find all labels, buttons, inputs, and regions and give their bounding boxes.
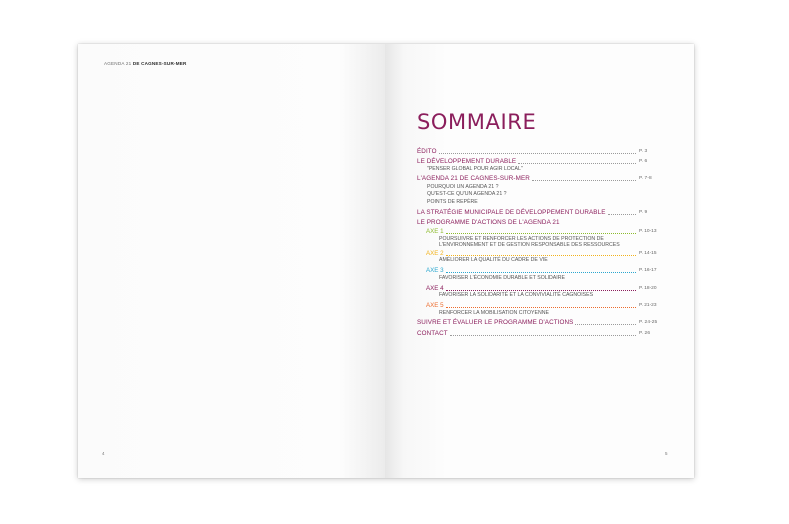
toc-entry-contact[interactable] — [417, 330, 667, 338]
toc-subentry: POINTS DE REPÈRE — [427, 199, 478, 206]
page-number-right: 5 — [665, 451, 668, 456]
toc-subentry: "PENSER GLOBAL POUR AGIR LOCAL" — [427, 165, 523, 172]
axe-label: AXE 2 — [426, 249, 444, 257]
axe-description: FAVORISER LA SOLIDARITÉ ET LA CONVIVIALITÉ CAGNOISES — [439, 292, 594, 299]
running-head-prefix: AGENDA 21 — [104, 61, 132, 66]
right-page — [385, 44, 694, 478]
toc-entry-axe-5[interactable] — [417, 302, 667, 310]
toc-entry-label: LA STRATÉGIE MUNICIPALE DE DÉVELOPPEMENT DURABLE — [417, 208, 606, 216]
brochure-spread — [78, 44, 694, 478]
toc-page-ref: P. 21-23 — [639, 303, 657, 309]
toc-entry-label: SUIVRE ET ÉVALUER LE PROGRAMME D'ACTIONS — [417, 318, 574, 326]
toc-entry-strategie[interactable] — [417, 209, 667, 217]
toc-page-ref: P. 14-15 — [639, 250, 657, 256]
dot-leader — [532, 180, 636, 181]
left-page — [78, 44, 385, 478]
running-head-place: DE CAGNES-SUR-MER — [132, 61, 187, 66]
toc-entry-developpement-durable[interactable] — [417, 158, 667, 166]
axe-description: L'ENVIRONNEMENT ET DE GESTION RESPONSABLE DES RESSOURCES — [439, 241, 620, 248]
dot-leader — [518, 163, 636, 164]
axe-label: AXE 5 — [426, 302, 444, 310]
toc-entry-axe-3[interactable] — [417, 267, 667, 275]
dot-leader — [439, 153, 636, 154]
toc-entry-agenda-21[interactable] — [417, 175, 667, 183]
toc-page-ref: P. 6 — [639, 159, 648, 165]
toc-entry-axe-1[interactable] — [417, 228, 667, 236]
toc-page-ref: P. 18-20 — [639, 285, 657, 291]
toc-entry-label: CONTACT — [417, 330, 448, 338]
dot-leader — [446, 272, 636, 273]
table-of-contents — [417, 148, 667, 338]
axe-label: AXE 1 — [426, 228, 444, 236]
toc-subentry: POURQUOI UN AGENDA 21 ? — [427, 183, 499, 190]
toc-entry-programme[interactable] — [417, 219, 667, 227]
toc-page-ref: P. 10-13 — [639, 229, 657, 235]
toc-title: SOMMAIRE — [417, 110, 537, 134]
axe-description: FAVORISER L'ÉCONOMIE DURABLE ET SOLIDAIRE — [439, 274, 565, 281]
axe-description: POURSUIVRE ET RENFORCER LES ACTIONS DE PROTECTION DE — [439, 235, 604, 242]
toc-entry-label: LE DÉVELOPPEMENT DURABLE — [417, 158, 517, 166]
axe-label: AXE 3 — [426, 267, 444, 275]
dot-leader — [446, 290, 636, 291]
toc-entry-label: ÉDITO — [417, 148, 437, 155]
dot-leader — [608, 214, 636, 215]
page-number-left: 4 — [102, 451, 105, 456]
dot-leader — [450, 335, 636, 336]
toc-page-ref: P. 16-17 — [639, 268, 657, 274]
dot-leader — [575, 324, 636, 325]
toc-page-ref: P. 24-25 — [639, 319, 658, 325]
toc-page-ref: P. 9 — [639, 209, 648, 215]
axe-description: RENFORCER LA MOBILISATION CITOYENNE — [439, 309, 549, 316]
axe-description: AMÉLIORER LA QUALITÉ DU CADRE DE VIE — [439, 257, 548, 264]
axe-label: AXE 4 — [426, 284, 444, 292]
dot-leader — [446, 255, 636, 256]
toc-entry-label: LE PROGRAMME D'ACTIONS DE L'AGENDA 21 — [417, 218, 560, 226]
dot-leader — [446, 307, 636, 308]
dot-leader — [446, 233, 636, 234]
toc-subentry: QU'EST-CE QU'UN AGENDA 21 ? — [427, 190, 507, 197]
toc-page-ref: P. 26 — [639, 331, 651, 337]
toc-entry-suivre[interactable] — [417, 319, 667, 327]
toc-entry-label: L'AGENDA 21 DE CAGNES-SUR-MER — [417, 175, 530, 183]
running-head — [104, 61, 187, 66]
toc-entry-edito[interactable] — [417, 148, 667, 156]
toc-page-ref: P. 3 — [639, 149, 648, 154]
toc-page-ref: P. 7-8 — [639, 176, 652, 182]
